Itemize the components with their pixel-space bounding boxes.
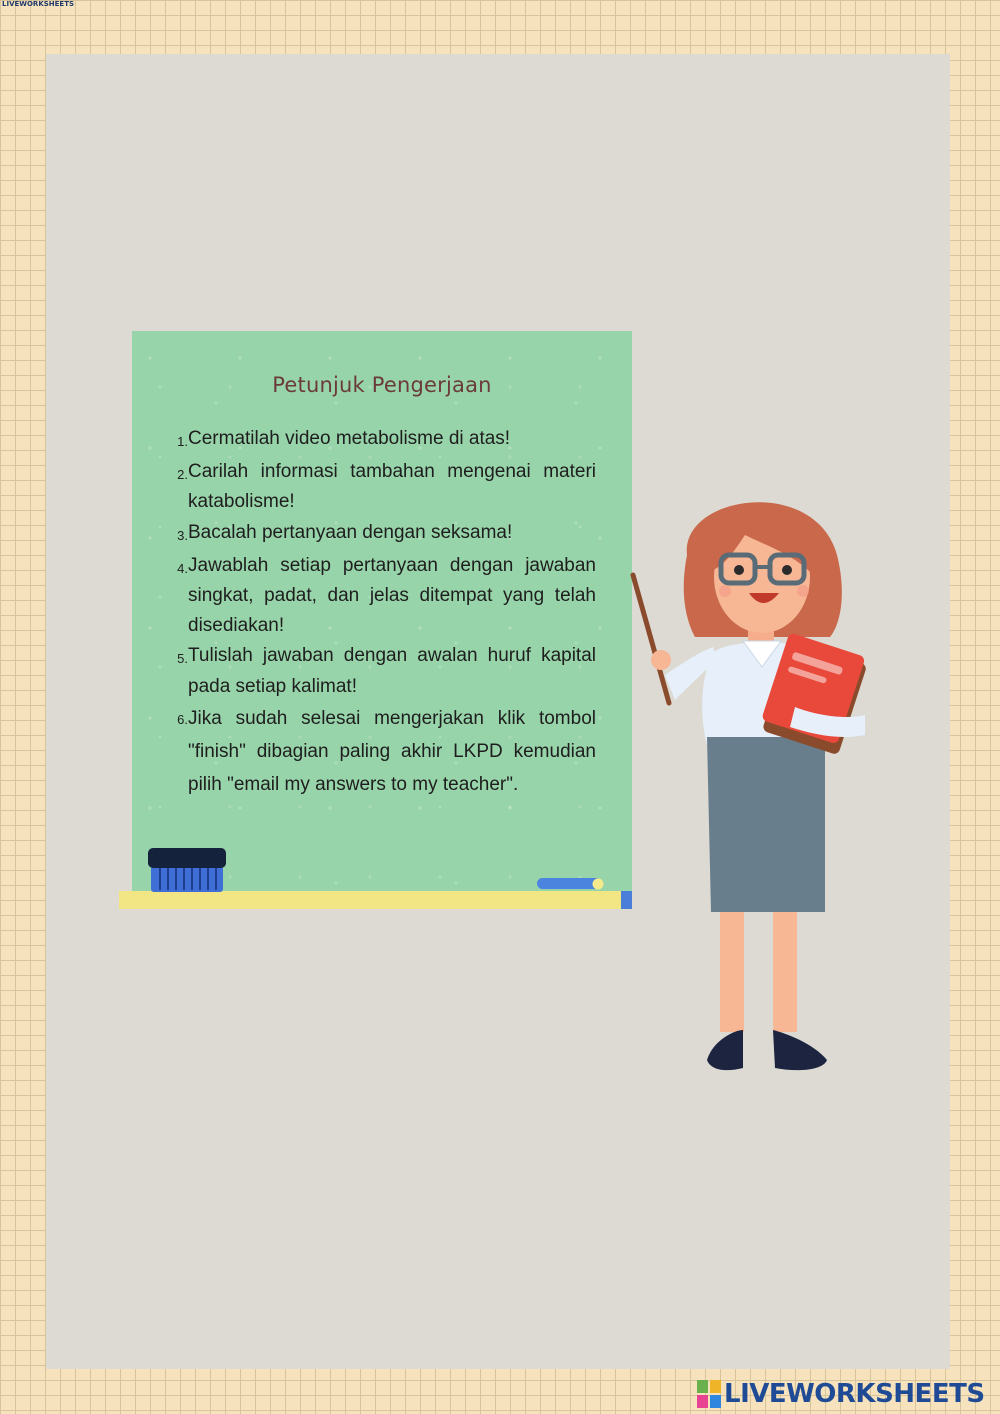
instruction-number: 6. <box>177 711 188 727</box>
liveworksheets-logo-text: LIVEWORKSHEETS <box>724 1379 985 1409</box>
board-ledge <box>119 891 621 909</box>
board-title: Petunjuk Pengerjaan <box>272 373 492 397</box>
instruction-item <box>162 518 596 551</box>
instruction-number: 3. <box>177 527 188 543</box>
liveworksheets-logo <box>697 1378 985 1410</box>
top-watermark: LIVEWORKSHEETS <box>2 0 75 8</box>
instruction-text: Tulislah jawaban dengan awalan huruf kapital pada setiap kalimat! <box>188 645 596 697</box>
instruction-text: Jawablah setiap pertanyaan dengan jawaban singkat, padat, dan jelas ditempat yang telah disediakan! <box>188 554 596 637</box>
instruction-number: 1. <box>177 434 188 449</box>
instruction-text: Jika sudah selesai mengerjakan klik tombol "finish" dibagian paling akhir LKPD kemudian pilih "email my answers to my teacher". <box>188 707 596 795</box>
instruction-text: Cermatilah video metabolisme di atas! <box>188 428 511 449</box>
liveworksheets-mark-icon <box>697 1380 721 1408</box>
instruction-number: 4. <box>177 560 188 576</box>
instruction-item <box>162 457 596 517</box>
chalk-icon <box>536 877 606 891</box>
instruction-number: 2. <box>177 467 188 483</box>
instruction-item <box>162 551 596 642</box>
eraser-icon <box>148 846 226 892</box>
instruction-item <box>162 424 596 457</box>
instruction-item <box>162 702 596 801</box>
instruction-text: Carilah informasi tambahan mengenai materi katabolisme! <box>188 461 596 513</box>
instruction-text: Bacalah pertanyaan dengan seksama! <box>188 521 513 543</box>
teacher-illustration <box>625 475 885 1080</box>
instruction-list <box>162 424 596 801</box>
instruction-number: 5. <box>177 651 188 667</box>
instruction-item <box>162 641 596 701</box>
chalkboard <box>132 331 632 906</box>
